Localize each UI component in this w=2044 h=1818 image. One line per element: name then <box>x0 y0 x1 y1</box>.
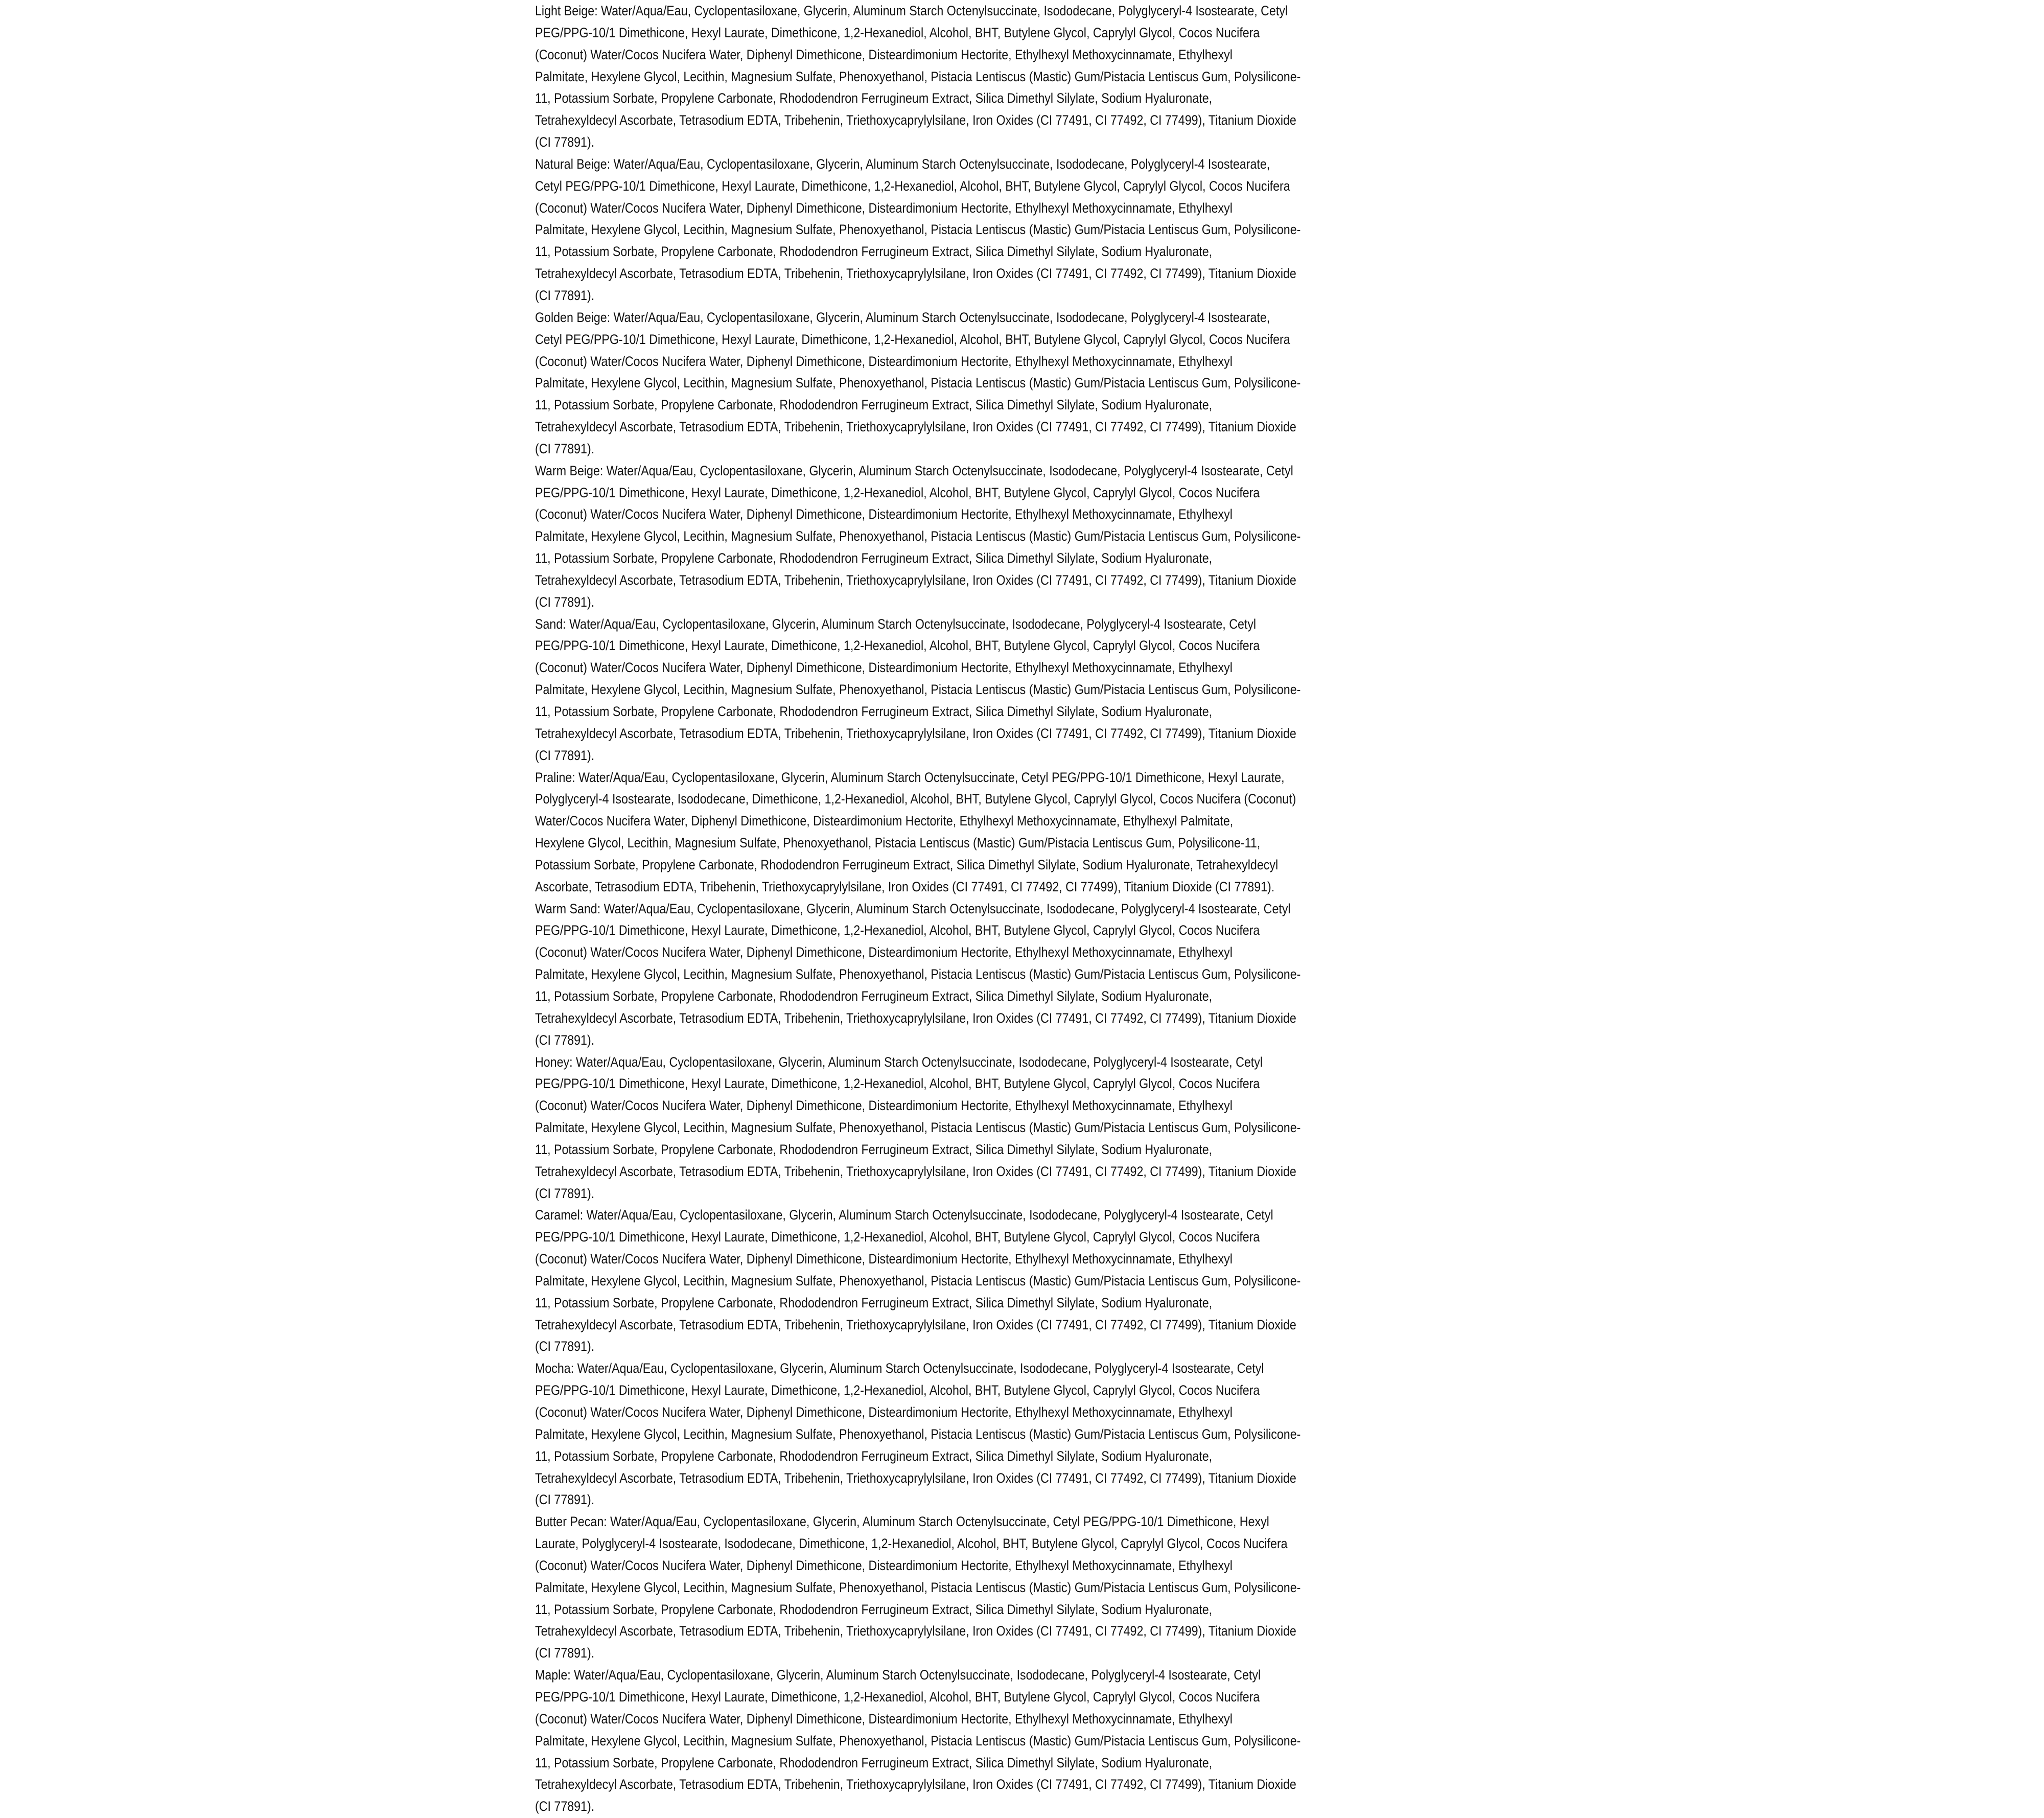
ingredient-text-line: Tetrahexyldecyl Ascorbate, Tetrasodium EDTA, Tribehenin, Triethoxycaprylylsilane, Iron Oxides (CI 77491, CI 77492, CI 77499), Titanium Dioxide <box>535 1470 1296 1486</box>
ingredient-text-line: Tetrahexyldecyl Ascorbate, Tetrasodium EDTA, Tribehenin, Triethoxycaprylylsilane, Iron Oxides (CI 77491, CI 77492, CI 77499), Titanium Dioxide <box>535 112 1296 128</box>
ingredient-text-line: Natural Beige: Water/Aqua/Eau, Cyclopentasiloxane, Glycerin, Aluminum Starch Octenylsuccinate, Isododecane, Polyglyceryl-4 Isostearate, <box>535 156 1270 172</box>
ingredient-text-line: Tetrahexyldecyl Ascorbate, Tetrasodium EDTA, Tribehenin, Triethoxycaprylylsilane, Iron Oxides (CI 77491, CI 77492, CI 77499), Titanium Dioxide <box>535 266 1296 282</box>
ingredient-text-line: Maple: Water/Aqua/Eau, Cyclopentasiloxane, Glycerin, Aluminum Starch Octenylsuccinate, Isododecane, Polyglyceryl-4 Isostearate, Cetyl <box>535 1667 1261 1683</box>
ingredient-text-line: (Coconut) Water/Cocos Nucifera Water, Diphenyl Dimethicone, Disteardimonium Hectorite, Ethylhexyl Methoxycinnamate, Ethylhexyl <box>535 1098 1233 1114</box>
ingredient-text-line: (Coconut) Water/Cocos Nucifera Water, Diphenyl Dimethicone, Disteardimonium Hectorite, Ethylhexyl Methoxycinnamate, Ethylhexyl <box>535 47 1233 62</box>
ingredient-text-line: Tetrahexyldecyl Ascorbate, Tetrasodium EDTA, Tribehenin, Triethoxycaprylylsilane, Iron Oxides (CI 77491, CI 77492, CI 77499), Titanium Dioxide <box>535 1010 1296 1026</box>
ingredient-text-line: PEG/PPG-10/1 Dimethicone, Hexyl Laurate, Dimethicone, 1,2-Hexanediol, Alcohol, BHT, Butylene Glycol, Caprylyl Glycol, Cocos Nucifera <box>535 638 1260 654</box>
ingredient-text-line: (Coconut) Water/Cocos Nucifera Water, Diphenyl Dimethicone, Disteardimonium Hectorite, Ethylhexyl Methoxycinnamate, Ethylhexyl <box>535 200 1233 216</box>
ingredient-text-line: (CI 77891). <box>535 134 595 150</box>
ingredient-text-line: Palmitate, Hexylene Glycol, Lecithin, Magnesium Sulfate, Phenoxyethanol, Pistacia Lentiscus (Mastic) Gum/Pistacia Lentiscus Gum, Polysilicone- <box>535 1733 1301 1748</box>
ingredient-text-line: PEG/PPG-10/1 Dimethicone, Hexyl Laurate, Dimethicone, 1,2-Hexanediol, Alcohol, BHT, Butylene Glycol, Caprylyl Glycol, Cocos Nucifera <box>535 1383 1260 1398</box>
ingredient-text-line: Palmitate, Hexylene Glycol, Lecithin, Magnesium Sulfate, Phenoxyethanol, Pistacia Lentiscus (Mastic) Gum/Pistacia Lentiscus Gum, Polysilicone- <box>535 1120 1301 1136</box>
ingredient-text-line: (CI 77891). <box>535 1032 595 1048</box>
ingredient-text-line: (Coconut) Water/Cocos Nucifera Water, Diphenyl Dimethicone, Disteardimonium Hectorite, Ethylhexyl Methoxycinnamate, Ethylhexyl <box>535 1405 1233 1420</box>
ingredient-text-line: Mocha: Water/Aqua/Eau, Cyclopentasiloxane, Glycerin, Aluminum Starch Octenylsuccinate, Isododecane, Polyglyceryl-4 Isostearate, Cetyl <box>535 1361 1264 1376</box>
ingredient-text-line: Tetrahexyldecyl Ascorbate, Tetrasodium EDTA, Tribehenin, Triethoxycaprylylsilane, Iron Oxides (CI 77491, CI 77492, CI 77499), Titanium Dioxide <box>535 1777 1296 1792</box>
ingredient-text-line: Tetrahexyldecyl Ascorbate, Tetrasodium EDTA, Tribehenin, Triethoxycaprylylsilane, Iron Oxides (CI 77491, CI 77492, CI 77499), Titanium Dioxide <box>535 419 1296 435</box>
ingredient-text-line: 11, Potassium Sorbate, Propylene Carbonate, Rhododendron Ferrugineum Extract, Silica Dimethyl Silylate, Sodium Hyaluronate, <box>535 1141 1213 1157</box>
ingredient-text-line: 11, Potassium Sorbate, Propylene Carbonate, Rhododendron Ferrugineum Extract, Silica Dimethyl Silylate, Sodium Hyaluronate, <box>535 550 1213 566</box>
ingredient-text-line: (CI 77891). <box>535 287 595 303</box>
shade-ingredients-paragraph <box>535 1357 1506 1511</box>
ingredient-text-line: Tetrahexyldecyl Ascorbate, Tetrasodium EDTA, Tribehenin, Triethoxycaprylylsilane, Iron Oxides (CI 77491, CI 77492, CI 77499), Titanium Dioxide <box>535 1317 1296 1332</box>
shade-ingredients-paragraph <box>535 0 1506 153</box>
ingredient-text-line: Palmitate, Hexylene Glycol, Lecithin, Magnesium Sulfate, Phenoxyethanol, Pistacia Lentiscus (Mastic) Gum/Pistacia Lentiscus Gum, Polysilicone- <box>535 1426 1301 1442</box>
ingredient-text-line: Butter Pecan: Water/Aqua/Eau, Cyclopentasiloxane, Glycerin, Aluminum Starch Octenylsuccinate, Cetyl PEG/PPG-10/1 Dimethicone, Hexyl <box>535 1514 1269 1530</box>
shade-ingredients-paragraph <box>535 307 1506 460</box>
ingredient-text-line: Cetyl PEG/PPG-10/1 Dimethicone, Hexyl Laurate, Dimethicone, 1,2-Hexanediol, Alcohol, BHT, Butylene Glycol, Caprylyl Glycol, Cocos Nucifera <box>535 331 1290 347</box>
ingredient-text-line: PEG/PPG-10/1 Dimethicone, Hexyl Laurate, Dimethicone, 1,2-Hexanediol, Alcohol, BHT, Butylene Glycol, Caprylyl Glycol, Cocos Nucifera <box>535 1076 1260 1092</box>
ingredient-text-line: (Coconut) Water/Cocos Nucifera Water, Diphenyl Dimethicone, Disteardimonium Hectorite, Ethylhexyl Methoxycinnamate, Ethylhexyl <box>535 1251 1233 1267</box>
shade-ingredients-paragraph <box>535 898 1506 1051</box>
shade-ingredients-paragraph <box>535 460 1506 613</box>
shade-ingredients-paragraph <box>535 153 1506 307</box>
ingredient-text-line: Palmitate, Hexylene Glycol, Lecithin, Magnesium Sulfate, Phenoxyethanol, Pistacia Lentiscus (Mastic) Gum/Pistacia Lentiscus Gum, Polysilicone- <box>535 222 1301 238</box>
ingredient-text-line: Golden Beige: Water/Aqua/Eau, Cyclopentasiloxane, Glycerin, Aluminum Starch Octenylsuccinate, Isododecane, Polyglyceryl-4 Isostearate, <box>535 309 1270 325</box>
ingredient-text-line: 11, Potassium Sorbate, Propylene Carbonate, Rhododendron Ferrugineum Extract, Silica Dimethyl Silylate, Sodium Hyaluronate, <box>535 397 1213 413</box>
ingredient-text-line: (Coconut) Water/Cocos Nucifera Water, Diphenyl Dimethicone, Disteardimonium Hectorite, Ethylhexyl Methoxycinnamate, Ethylhexyl <box>535 1557 1233 1573</box>
ingredient-text-line: 11, Potassium Sorbate, Propylene Carbonate, Rhododendron Ferrugineum Extract, Silica Dimethyl Silylate, Sodium Hyaluronate, <box>535 1295 1213 1310</box>
shade-ingredients-paragraph <box>535 613 1506 767</box>
ingredient-text-line: (Coconut) Water/Cocos Nucifera Water, Diphenyl Dimethicone, Disteardimonium Hectorite, Ethylhexyl Methoxycinnamate, Ethylhexyl <box>535 353 1233 369</box>
ingredient-text-line: Palmitate, Hexylene Glycol, Lecithin, Magnesium Sulfate, Phenoxyethanol, Pistacia Lentiscus (Mastic) Gum/Pistacia Lentiscus Gum, Polysilicone- <box>535 1273 1301 1288</box>
ingredients-document <box>535 0 1506 1817</box>
ingredient-text-line: (Coconut) Water/Cocos Nucifera Water, Diphenyl Dimethicone, Disteardimonium Hectorite, Ethylhexyl Methoxycinnamate, Ethylhexyl <box>535 660 1233 676</box>
ingredient-text-line: Warm Beige: Water/Aqua/Eau, Cyclopentasiloxane, Glycerin, Aluminum Starch Octenylsuccinate, Isododecane, Polyglyceryl-4 Isostearate, Cetyl <box>535 463 1293 478</box>
ingredient-text-line: 11, Potassium Sorbate, Propylene Carbonate, Rhododendron Ferrugineum Extract, Silica Dimethyl Silylate, Sodium Hyaluronate, <box>535 1448 1213 1464</box>
ingredient-text-line: Palmitate, Hexylene Glycol, Lecithin, Magnesium Sulfate, Phenoxyethanol, Pistacia Lentiscus (Mastic) Gum/Pistacia Lentiscus Gum, Polysilicone- <box>535 966 1301 982</box>
ingredient-text-line: (CI 77891). <box>535 747 595 763</box>
ingredient-text-line: 11, Potassium Sorbate, Propylene Carbonate, Rhododendron Ferrugineum Extract, Silica Dimethyl Silylate, Sodium Hyaluronate, <box>535 244 1213 260</box>
ingredient-text-line: Palmitate, Hexylene Glycol, Lecithin, Magnesium Sulfate, Phenoxyethanol, Pistacia Lentiscus (Mastic) Gum/Pistacia Lentiscus Gum, Polysilicone- <box>535 1579 1301 1595</box>
ingredient-text-line: (Coconut) Water/Cocos Nucifera Water, Diphenyl Dimethicone, Disteardimonium Hectorite, Ethylhexyl Methoxycinnamate, Ethylhexyl <box>535 507 1233 522</box>
ingredient-text-line: Palmitate, Hexylene Glycol, Lecithin, Magnesium Sulfate, Phenoxyethanol, Pistacia Lentiscus (Mastic) Gum/Pistacia Lentiscus Gum, Polysilicone- <box>535 375 1301 391</box>
ingredient-text-line: Tetrahexyldecyl Ascorbate, Tetrasodium EDTA, Tribehenin, Triethoxycaprylylsilane, Iron Oxides (CI 77491, CI 77492, CI 77499), Titanium Dioxide <box>535 1623 1296 1639</box>
ingredient-text-line: (CI 77891). <box>535 1185 595 1201</box>
shade-ingredients-paragraph <box>535 1204 1506 1357</box>
ingredient-text-line: (CI 77891). <box>535 1492 595 1508</box>
shade-ingredients-paragraph <box>535 1051 1506 1205</box>
ingredient-text-line: Laurate, Polyglyceryl-4 Isostearate, Isododecane, Dimethicone, 1,2-Hexanediol, Alcohol, BHT, Butylene Glycol, Caprylyl Glycol, Cocos Nucifera <box>535 1536 1288 1552</box>
ingredient-text-line: Praline: Water/Aqua/Eau, Cyclopentasiloxane, Glycerin, Aluminum Starch Octenylsuccinate, Cetyl PEG/PPG-10/1 Dimethicone, Hexyl Laurate, <box>535 769 1285 785</box>
ingredient-text-line: Tetrahexyldecyl Ascorbate, Tetrasodium EDTA, Tribehenin, Triethoxycaprylylsilane, Iron Oxides (CI 77491, CI 77492, CI 77499), Titanium Dioxide <box>535 572 1296 588</box>
ingredient-text-line: Sand: Water/Aqua/Eau, Cyclopentasiloxane, Glycerin, Aluminum Starch Octenylsuccinate, Isododecane, Polyglyceryl-4 Isostearate, Cetyl <box>535 616 1257 632</box>
ingredient-text-line: PEG/PPG-10/1 Dimethicone, Hexyl Laurate, Dimethicone, 1,2-Hexanediol, Alcohol, BHT, Butylene Glycol, Caprylyl Glycol, Cocos Nucifera <box>535 25 1260 40</box>
ingredient-text-line: Ascorbate, Tetrasodium EDTA, Tribehenin, Triethoxycaprylylsilane, Iron Oxides (CI 77491, CI 77492, CI 77499), Titanium Dioxide (CI 77891). <box>535 879 1275 894</box>
ingredient-text-line: Potassium Sorbate, Propylene Carbonate, Rhododendron Ferrugineum Extract, Silica Dimethyl Silylate, Sodium Hyaluronate, Tetrahexyldecyl <box>535 857 1279 872</box>
ingredient-text-line: PEG/PPG-10/1 Dimethicone, Hexyl Laurate, Dimethicone, 1,2-Hexanediol, Alcohol, BHT, Butylene Glycol, Caprylyl Glycol, Cocos Nucifera <box>535 1689 1260 1705</box>
ingredient-text-line: Cetyl PEG/PPG-10/1 Dimethicone, Hexyl Laurate, Dimethicone, 1,2-Hexanediol, Alcohol, BHT, Butylene Glycol, Caprylyl Glycol, Cocos Nucifera <box>535 178 1290 194</box>
ingredient-text-line: Honey: Water/Aqua/Eau, Cyclopentasiloxane, Glycerin, Aluminum Starch Octenylsuccinate, Isododecane, Polyglyceryl-4 Isostearate, Cetyl <box>535 1054 1263 1070</box>
ingredient-text-line: Warm Sand: Water/Aqua/Eau, Cyclopentasiloxane, Glycerin, Aluminum Starch Octenylsuccinate, Isododecane, Polyglyceryl-4 Isostearate, Cetyl <box>535 901 1291 916</box>
shade-ingredients-paragraph <box>535 1511 1506 1664</box>
ingredient-text-line: (Coconut) Water/Cocos Nucifera Water, Diphenyl Dimethicone, Disteardimonium Hectorite, Ethylhexyl Methoxycinnamate, Ethylhexyl <box>535 1711 1233 1727</box>
ingredient-text-line: Water/Cocos Nucifera Water, Diphenyl Dimethicone, Disteardimonium Hectorite, Ethylhexyl Methoxycinnamate, Ethylhexyl Palmitate, <box>535 813 1234 829</box>
ingredient-text-line: (CI 77891). <box>535 594 595 610</box>
shade-ingredients-paragraph <box>535 1664 1506 1817</box>
ingredient-text-line: Tetrahexyldecyl Ascorbate, Tetrasodium EDTA, Tribehenin, Triethoxycaprylylsilane, Iron Oxides (CI 77491, CI 77492, CI 77499), Titanium Dioxide <box>535 1163 1296 1179</box>
ingredient-text-line: Caramel: Water/Aqua/Eau, Cyclopentasiloxane, Glycerin, Aluminum Starch Octenylsuccinate, Isododecane, Polyglyceryl-4 Isostearate, Cetyl <box>535 1207 1273 1223</box>
ingredient-text-line: 11, Potassium Sorbate, Propylene Carbonate, Rhododendron Ferrugineum Extract, Silica Dimethyl Silylate, Sodium Hyaluronate, <box>535 90 1213 106</box>
ingredient-text-line: 11, Potassium Sorbate, Propylene Carbonate, Rhododendron Ferrugineum Extract, Silica Dimethyl Silylate, Sodium Hyaluronate, <box>535 1601 1213 1617</box>
ingredient-text-line: PEG/PPG-10/1 Dimethicone, Hexyl Laurate, Dimethicone, 1,2-Hexanediol, Alcohol, BHT, Butylene Glycol, Caprylyl Glycol, Cocos Nucifera <box>535 923 1260 938</box>
ingredient-text-line: Palmitate, Hexylene Glycol, Lecithin, Magnesium Sulfate, Phenoxyethanol, Pistacia Lentiscus (Mastic) Gum/Pistacia Lentiscus Gum, Polysilicone- <box>535 68 1301 84</box>
ingredient-text-line: Polyglyceryl-4 Isostearate, Isododecane, Dimethicone, 1,2-Hexanediol, Alcohol, BHT, Butylene Glycol, Caprylyl Glycol, Cocos Nucifera (Coconut) <box>535 791 1296 807</box>
ingredient-text-line: Light Beige: Water/Aqua/Eau, Cyclopentasiloxane, Glycerin, Aluminum Starch Octenylsuccinate, Isododecane, Polyglyceryl-4 Isostearate, Cetyl <box>535 3 1288 18</box>
shade-ingredients-paragraph <box>535 767 1506 898</box>
ingredient-text-line: 11, Potassium Sorbate, Propylene Carbonate, Rhododendron Ferrugineum Extract, Silica Dimethyl Silylate, Sodium Hyaluronate, <box>535 1755 1213 1770</box>
ingredient-text-line: Hexylene Glycol, Lecithin, Magnesium Sulfate, Phenoxyethanol, Pistacia Lentiscus (Mastic) Gum/Pistacia Lentiscus Gum, Polysilicone-11, <box>535 835 1261 851</box>
ingredient-text-line: (CI 77891). <box>535 1799 595 1814</box>
ingredient-text-line: (CI 77891). <box>535 1339 595 1354</box>
ingredient-text-line: (Coconut) Water/Cocos Nucifera Water, Diphenyl Dimethicone, Disteardimonium Hectorite, Ethylhexyl Methoxycinnamate, Ethylhexyl <box>535 945 1233 960</box>
ingredient-text-line: PEG/PPG-10/1 Dimethicone, Hexyl Laurate, Dimethicone, 1,2-Hexanediol, Alcohol, BHT, Butylene Glycol, Caprylyl Glycol, Cocos Nucifera <box>535 1229 1260 1245</box>
ingredient-text-line: Tetrahexyldecyl Ascorbate, Tetrasodium EDTA, Tribehenin, Triethoxycaprylylsilane, Iron Oxides (CI 77491, CI 77492, CI 77499), Titanium Dioxide <box>535 725 1296 741</box>
ingredient-text-line: 11, Potassium Sorbate, Propylene Carbonate, Rhododendron Ferrugineum Extract, Silica Dimethyl Silylate, Sodium Hyaluronate, <box>535 988 1213 1004</box>
ingredient-text-line: Palmitate, Hexylene Glycol, Lecithin, Magnesium Sulfate, Phenoxyethanol, Pistacia Lentiscus (Mastic) Gum/Pistacia Lentiscus Gum, Polysilicone- <box>535 528 1301 544</box>
ingredient-text-line: Palmitate, Hexylene Glycol, Lecithin, Magnesium Sulfate, Phenoxyethanol, Pistacia Lentiscus (Mastic) Gum/Pistacia Lentiscus Gum, Polysilicone- <box>535 682 1301 698</box>
ingredient-text-line: PEG/PPG-10/1 Dimethicone, Hexyl Laurate, Dimethicone, 1,2-Hexanediol, Alcohol, BHT, Butylene Glycol, Caprylyl Glycol, Cocos Nucifera <box>535 485 1260 500</box>
ingredient-text-line: (CI 77891). <box>535 441 595 456</box>
ingredient-text-line: (CI 77891). <box>535 1645 595 1661</box>
ingredient-text-line: 11, Potassium Sorbate, Propylene Carbonate, Rhododendron Ferrugineum Extract, Silica Dimethyl Silylate, Sodium Hyaluronate, <box>535 704 1213 719</box>
